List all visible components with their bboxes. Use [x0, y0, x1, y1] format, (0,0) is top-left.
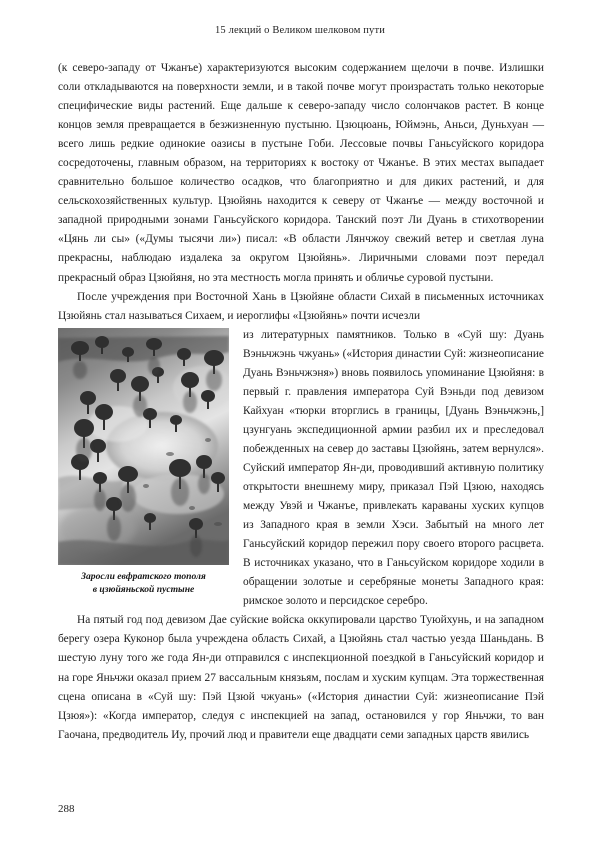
figure-caption-line-1: Заросли евфратского тополя — [81, 570, 206, 582]
figure-caption — [58, 570, 229, 596]
running-head: 15 лекций о Великом шелковом пути — [215, 25, 385, 36]
paragraph-1: (к северо-западу от Чжанъе) характеризуются высоким содержанием щелочи в почве. Излишки соли откладываются на поверхности земли, и в такой почве могут произрастать только некоторые специфические виды растений. Еще дальше к северо-западу число солончаков растет. В конце концов земля превращается в безжизненную пустыню. Цзюцюань, Юймэнь, Аньси, Дуньхуан — всего лишь редкие одинокие оазисы в пустыне Гоби. Лессовые почвы Ганьсуйского коридора сосредоточены, главным образом, на территориях к востоку от Чжанъе. В этих местах выпадает сравнительно большое количество осадков, что благоприятно и для диких растений, и для сельскохозяйственных культур. Цзюйянь находится к северу от Чжанъе — между восточной и западной природными зонами Ганьсуйского коридора. Танский поэт Ли Дуань в стихотворении «Цянь ли сы» («Думы тысячи ли») писал: «В области Лянчжоу свежий ветер и светлая луна прекрасны, наблюдаю издалека за округом Цзюйянь». Лиричными словами поэт передал прекрасный образ Цзюйяня, но эта местность могла принять и обличье суровой пустыни. — [58, 62, 544, 284]
paragraph-2-lead — [58, 288, 544, 326]
paragraph-2-opening: После учреждения при Восточной Хань в Цзюйяне области Сихай в письменных источниках Цзюйянь стал называться Сихаем, и иероглифы «Цзюйянь» почти исчезли — [58, 290, 544, 322]
paragraph-3: На пятый год под девизом Дае суйские войска оккупировали царство Туюйхунь, и на западном берегу озера Куконор была учреждена область Сихай, а Цзюйянь стал частью уезда Шаньдань. В шестую луну того же года Ян-ди отправился с инспекционной поездкой в Ганьсуйский коридор и на горе Яньчжи оказал прием 27 вассальным князьям, послам и хуским купцам. Эта торжественная сцена описана в «Суй шу: Пэй Цзюй чжуань» («История династии Суй: жизнеописание Пэй Цзюя»): «Когда император, следуя с инспекцией на запад, остановился у гор Яньчжи, то ван Гаочана, предводитель Иу, прочий люд и правители еще двадцати семи западных царств явились — [58, 614, 544, 741]
paragraph-2-remainder: из литературных памятников. Только в «Суй шу: Дуань Вэньчжэнь чжуань» («История династии Суй: жизнеописание Дуань Вэньчжэня») вновь появилось упоминание Цзюйяня: в первый г. правления императора Суй Вэньди под девизом Кайхуан «тюрки вторглись в границы, [Дуань Вэньчжэнь,] цзунгуань экспедиционной армии разбил их и преследовал побежденных на север до заставы Цзюйянь, затем вернулся». Суйский император Ян-ди, проводивший активную политику открытости внешнему миру, приказал Пэй Цзюю, находясь между Увэй и Чжанъе, привлекать караваны хуских купцов из Западного края в земли Хэси. Забытый на много лет Ганьсуйский коридор пережил пору своего второго расцвета. В источниках указано, что в Ганьсуйском коридоре ходили в обращении золотые и серебряные монеты Западного края: римское золото и персидское серебро. — [243, 328, 544, 608]
figure-photo — [58, 328, 229, 565]
page-number: 288 — [58, 803, 75, 815]
figure-caption-line-2: в цзюйяньской пустыне — [92, 583, 195, 595]
figure — [58, 328, 229, 596]
text-block — [58, 59, 544, 745]
